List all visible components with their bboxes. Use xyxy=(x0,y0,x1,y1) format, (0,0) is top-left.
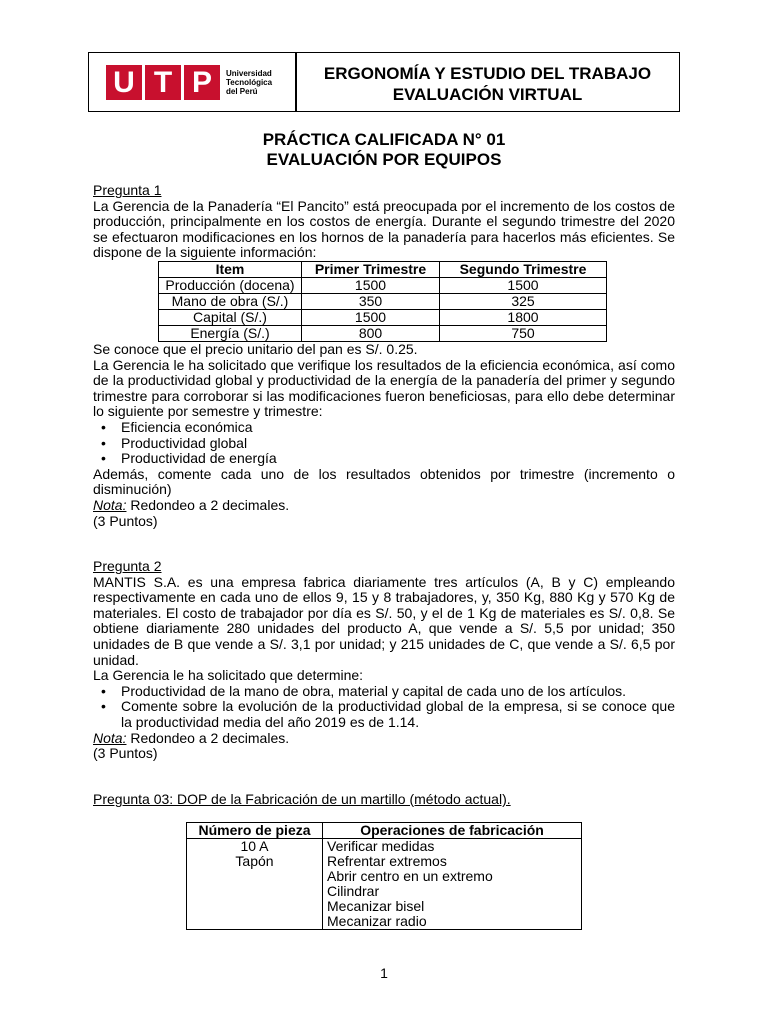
table-header-cell: Segundo Trimestre xyxy=(440,261,607,277)
pregunta1-points: (3 Puntos) xyxy=(93,512,158,529)
header-title xyxy=(296,63,679,105)
pregunta1-bullet-list xyxy=(93,420,675,467)
operation-item: Cilindrar xyxy=(327,883,380,899)
logo-text xyxy=(226,69,290,96)
document-title-line1: PRÁCTICA CALIFICADA N° 01 xyxy=(262,130,506,149)
pregunta3-heading: Pregunta 03: DOP de la Fabricación de un martillo (método actual). xyxy=(93,791,511,807)
document-title-line2: EVALUACIÓN POR EQUIPOS xyxy=(266,150,502,169)
nota-label: Nota: xyxy=(93,729,127,746)
pregunta1-request: La Gerencia le ha solicitado que verifique los resultados de la eficiencia económica, así como de la productividad global y productividad de la energía de la panadería del primer y segundo trimestre para corroborar si las modificaciones fueron beneficiosas, para ello debe determinar lo siguiente por semestre y trimestre: xyxy=(93,356,675,420)
operation-item: Abrir centro en un extremo xyxy=(327,868,493,884)
pregunta2-nota xyxy=(93,731,675,747)
logo-text-line: Tecnológica xyxy=(226,78,273,87)
list-item: • Productividad de la mano de obra, material y capital de cada uno de los artículos. xyxy=(121,684,675,700)
table-cell: 1500 xyxy=(440,277,607,293)
table-cell: Mano de obra (S/.) xyxy=(159,293,302,309)
utp-logo xyxy=(106,65,290,100)
table-cell: 800 xyxy=(302,325,440,341)
pregunta1-table xyxy=(158,261,607,342)
pregunta2-points: (3 Puntos) xyxy=(93,745,158,762)
table-header-row xyxy=(187,823,582,839)
pregunta3-section xyxy=(93,792,675,808)
table-cell: 750 xyxy=(440,325,607,341)
table-cell: Producción (docena) xyxy=(159,277,302,293)
table-row xyxy=(187,839,582,930)
table-row xyxy=(159,277,607,293)
table-cell: 350 xyxy=(302,293,440,309)
pregunta1-intro: La Gerencia de la Panadería “El Pancito” está preocupada por el incremento de los costos de producción, principalmente en los costos de energía. Durante el segundo trimestre del 2020 se efectuaron modificaciones en los hornos de la panadería para hacerlos más eficientes. Se dispone de la siguiente información: xyxy=(93,197,675,261)
pregunta1-nota xyxy=(93,498,675,514)
page-number: 1 xyxy=(380,965,388,981)
logo-text-line: del Perú xyxy=(226,87,258,96)
list-item: • Eficiencia económica xyxy=(121,420,675,436)
logo-letter-u: U xyxy=(106,65,142,100)
table-header-cell: Primer Trimestre xyxy=(302,261,440,277)
table-cell: 1500 xyxy=(302,277,440,293)
operations-cell xyxy=(323,839,582,930)
table-row xyxy=(159,293,607,309)
pregunta1-comment: Además, comente cada uno de los resultados obtenidos por trimestre (incremento o disminución) xyxy=(93,465,675,498)
table-cell: Energía (S/.) xyxy=(159,325,302,341)
table-header-cell: Número de pieza xyxy=(187,823,323,839)
piece-name: Tapón xyxy=(235,853,274,869)
operation-item: Refrentar extremos xyxy=(327,853,447,869)
table-header-cell: Operaciones de fabricación xyxy=(323,823,582,839)
table-cell: 1800 xyxy=(440,309,607,325)
logo-letter-t: T xyxy=(145,65,181,100)
table-cell: 325 xyxy=(440,293,607,309)
logo-letters xyxy=(106,65,220,100)
operation-item: Mecanizar bisel xyxy=(327,898,425,914)
table-row xyxy=(159,325,607,341)
list-item: • Productividad global xyxy=(121,436,675,452)
piece-cell xyxy=(187,839,323,930)
table-cell: Capital (S/.) xyxy=(159,309,302,325)
pregunta2-intro: MANTIS S.A. es una empresa fabrica diariamente tres artículos (A, B y C) empleando respectivamente en cada uno de ellos 9, 15 y 8 trabajadores, y, 350 Kg, 880 Kg y 570 Kg de materiales. El costo de trabajador por día es S/. 50, y el de 1 Kg de materiales es S/. 0,8. Se obtiene diariamente 280 unidades del producto A, que vende a S/. 5,5 por unidad; 350 unidades de B que vende a S/. 3,1 por unidad; y 215 unidades de C, que vende a S/. 6,5 por unidad. xyxy=(93,573,675,668)
nota-text: Redondeo a 2 decimales. xyxy=(126,496,290,513)
list-item: • Productividad de energía xyxy=(121,451,675,467)
list-item: • Comente sobre la evolución de la productividad global de la empresa, si se conoce que la productividad media del año 2019 es de 1.14. xyxy=(121,699,675,730)
header-box xyxy=(88,52,680,112)
pregunta1-section xyxy=(93,183,675,529)
operation-item: Verificar medidas xyxy=(327,838,435,854)
pregunta1-heading: Pregunta 1 xyxy=(93,182,162,198)
pregunta3-table xyxy=(186,822,582,930)
logo-text-line: Universidad xyxy=(226,69,272,78)
logo-letter-p: P xyxy=(184,65,220,100)
piece-number: 10 A xyxy=(240,838,269,854)
table-row xyxy=(159,309,607,325)
nota-label: Nota: xyxy=(93,496,127,513)
operation-item: Mecanizar radio xyxy=(327,913,427,929)
nota-text: Redondeo a 2 decimales. xyxy=(126,729,290,746)
header-title-line2: EVALUACIÓN VIRTUAL xyxy=(392,85,583,104)
pregunta1-price-note: Se conoce que el precio unitario del pan es S/. 0.25. xyxy=(93,340,418,357)
header-title-line1: ERGONOMÍA Y ESTUDIO DEL TRABAJO xyxy=(323,64,652,83)
document-title xyxy=(0,130,768,170)
pregunta2-heading: Pregunta 2 xyxy=(93,558,162,574)
table-cell: 1500 xyxy=(302,309,440,325)
pregunta2-bullet-list xyxy=(93,684,675,731)
pregunta2-section xyxy=(93,559,675,762)
table-header-row xyxy=(159,261,607,277)
table-header-cell: Item xyxy=(159,261,302,277)
pregunta2-request: La Gerencia le ha solicitado que determine: xyxy=(93,667,364,684)
